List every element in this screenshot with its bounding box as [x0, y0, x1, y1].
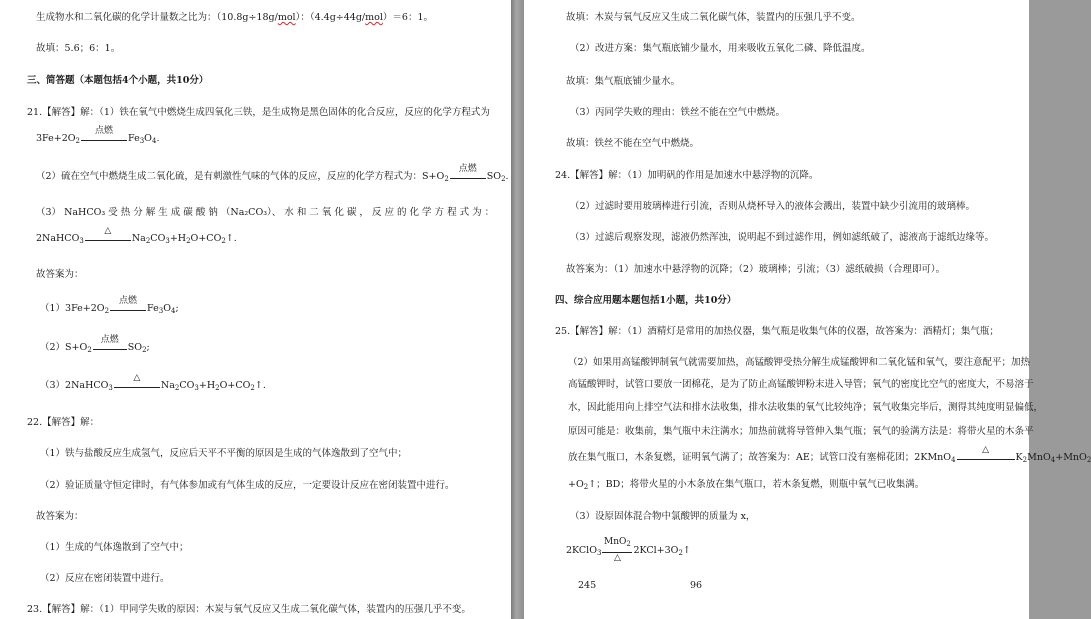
r-line-3: 故填：集气瓶底铺少量水。 [566, 76, 681, 87]
line-fill-answer: 故填：5.6；6：1。 [36, 43, 121, 54]
line-mass-ratio: 生成物水和二氧化碳的化学计量数之比为：（10.8g÷18g/mol）：（4.4g÷44g/mol）＝6：1。 [36, 12, 434, 23]
number-96: 96 [690, 580, 703, 591]
answer-1: $(1)3Fe+2O_2$ 点燃 $Fe_3O_4$; [40, 296, 179, 315]
q25-line-3: （3）设原固体混合物中氯酸钾的质量为 x， [570, 511, 756, 522]
q25-line-2a: （2）如果用高锰酸钾制氧气就需要加热，高锰酸钾受热分解生成锰酸钾和二氧化锰和氧气，要注意配平；加热 [568, 357, 1031, 368]
answer-2: $(2)S+O_2$ 点燃 $SO_2$; [40, 335, 150, 354]
answer-3: （3）2NaHCO$_3$ △ $Na_2CO_3+H_2O+CO_2↑$. [40, 373, 266, 392]
page-right [524, 0, 1091, 619]
q22-answer-2: （2）反应在密闭装置中进行。 [40, 573, 170, 584]
q23-line-1: 23.【解答】解：（1）甲同学失败的原因：木炭与氧气反应又生成二氧化碳气体，装置内的压强几乎不变。 [27, 604, 471, 615]
q21-line-2: （2）硫在空气中燃烧生成二氧化硫，是有刺激性气味的气体的反应，反应的化学方程式为：$S+O_2$ 点燃 $SO_2$. [36, 164, 509, 183]
q21-line-3: （3） NaHCO₃ 受 热 分 解 生 成 碳 酸 钠 （Na₂CO₃）、 水 和 二 氧 化 碳 ， 反 应 的 化 学 方 程 式 为 ： [36, 207, 495, 218]
number-245: 245 [578, 580, 597, 591]
q21-line-1: 21.【解答】解：（1）铁在氧气中燃烧生成四氧化三铁，是生成物是黑色固体的化合反应，反应的化学方程式为 [27, 107, 490, 118]
q25-line-2d: 原因可能是：收集前，集气瓶中未注满水；加热前就将导管伸入集气瓶；氧气的验满方法是：将带火星的木条平 [568, 426, 1034, 437]
q24-line-3: （3）过滤后观察发现，滤液仍然浑浊，说明起不到过滤作用，例如滤纸破了，滤液高于滤纸边缘等。 [570, 232, 995, 243]
q25-equation: 2KClO$_3$ MnO$_2$ △ $2KCl+3O_2↑$ [566, 537, 691, 563]
q25-line-2c: 水，因此能用向上排空气法和排水法收集，排水法收集的氧气比较纯净；氧气收集完毕后，测得其纯度明显偏低， [568, 402, 1044, 413]
r-line-1: 故填：木炭与氧气反应又生成二氧化碳气体，装置内的压强几乎不变。 [566, 12, 861, 23]
q25-line-2f: $+O_2↑$；BD；将带火星的小木条放在集气瓶口，若木条复燃，则瓶中氧气已收集满。 [568, 479, 925, 491]
answer-label: 故答案为： [36, 269, 84, 280]
q22-heading: 22.【解答】解： [27, 417, 100, 428]
page-left [0, 0, 511, 619]
q24-line-1: 24.【解答】解：（1）加明矾的作用是加速水中悬浮物的沉降。 [555, 170, 819, 181]
page-gutter [511, 0, 524, 619]
q22-answer-1: （1）生成的气体逸散到了空气中； [40, 542, 189, 553]
section-3-heading: 三、简答题（本题包括4个小题，共10分） [27, 75, 209, 86]
q21-equation-3: 2NaHCO$_3$ △ $Na_2CO_3+H_2O+CO_2↑$. [36, 226, 237, 245]
q21-equation-1: $3Fe+2O_2$ 点燃 $Fe_3O_4$. [36, 126, 160, 145]
q24-line-2: （2）过滤时要用玻璃棒进行引流，否则从烧杯导入的液体会溅出，装置中缺少引流用的玻璃棒。 [570, 201, 976, 212]
r-line-5: 故填：铁丝不能在空气中燃烧。 [566, 138, 700, 149]
q22-line-1: （1）铁与盐酸反应生成氢气，反应后天平不平衡的原因是生成的气体逸散到了空气中； [40, 448, 408, 459]
q24-answer: 故答案为：（1）加速水中悬浮物的沉降；（2）玻璃棒；引流；（3）滤纸破损（合理即可）。 [566, 264, 946, 275]
q25-line-1: 25.【解答】解：（1）酒精灯是常用的加热仪器，集气瓶是收集气体的仪器，故答案为：酒精灯；集气瓶； [555, 326, 999, 337]
q22-answer-label: 故答案为： [36, 511, 84, 522]
r-line-4: （3）丙同学失败的理由：铁丝不能在空气中燃烧。 [570, 107, 786, 118]
q25-line-2b: 高锰酸钾时，试管口要放一团棉花，是为了防止高锰酸钾粉末进入导管；氧气的密度比空气的密度大，不易溶于 [568, 379, 1034, 390]
section-4-heading: 四、综合应用题本题包括1小题，共10分） [555, 295, 737, 306]
q25-line-2e: 放在集气瓶口，木条复燃，证明氧气满了；故答案为：AE；试管口没有塞棉花团；2KMnO$_4$ △ $K_2MnO_4+MnO_2$ [568, 445, 1091, 464]
q22-line-2: （2）验证质量守恒定律时，有气体参加或有气体生成的反应，一定要设计反应在密闭装置中进行。 [40, 480, 455, 491]
r-line-2: （2）改进方案：集气瓶底铺少量水，用来吸收五氧化二磷、降低温度。 [570, 43, 871, 54]
